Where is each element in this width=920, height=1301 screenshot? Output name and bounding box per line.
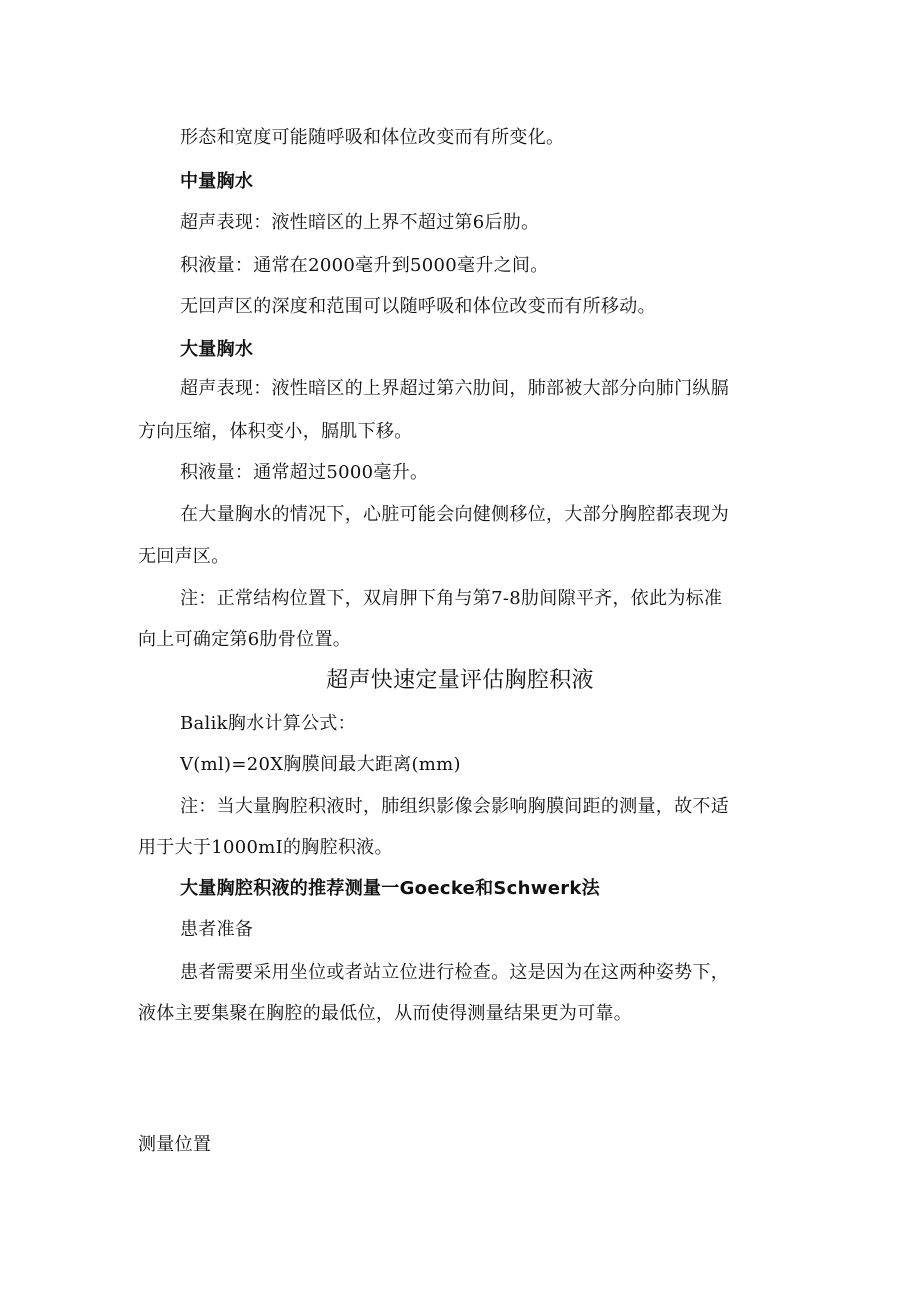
formula-line: V(ml)=20X胸膜间最大距离(mm) bbox=[180, 754, 461, 775]
paragraph-line: 注：当大量胸腔积液时，肺组织影像会影响胸膜间距的测量，故不适 bbox=[180, 796, 729, 817]
paragraph-line: 超声表现：液性暗区的上界不超过第6后肋。 bbox=[180, 212, 540, 233]
paragraph-line: Balik胸水计算公式： bbox=[180, 713, 356, 734]
paragraph-line: 向上可确定第6肋骨位置。 bbox=[138, 629, 352, 650]
paragraph-line: 在大量胸水的情况下，心脏可能会向健侧移位，大部分胸腔都表现为 bbox=[180, 504, 729, 525]
paragraph-line: 无回声区的深度和范围可以随呼吸和体位改变而有所移动。 bbox=[180, 296, 656, 317]
paragraph-line: 测量位置 bbox=[138, 1134, 212, 1155]
paragraph-line: 患者准备 bbox=[180, 919, 254, 940]
paragraph-line: 方向压缩，体积变小，膈肌下移。 bbox=[138, 421, 413, 442]
heading-large-effusion: 大量胸水 bbox=[180, 339, 254, 360]
section-title: 超声快速定量评估胸腔积液 bbox=[326, 668, 594, 693]
paragraph-line: 用于大于1000mI的胸腔积液。 bbox=[138, 837, 393, 858]
paragraph-line: 注：正常结构位置下，双肩胛下角与第7-8肋间隙平齐，依此为标准 bbox=[180, 588, 723, 609]
heading-measurement-method: 大量胸腔积液的推荐测量一Goecke和Schwerk法 bbox=[180, 878, 600, 899]
paragraph-line: 积液量：通常超过5000毫升。 bbox=[180, 462, 429, 483]
paragraph-line: 无回声区。 bbox=[138, 546, 230, 567]
paragraph-line: 形态和宽度可能随呼吸和体位改变而有所变化。 bbox=[180, 127, 565, 148]
paragraph-line: 超声表现：液性暗区的上界超过第六肋间，肺部被大部分向肺门纵膈 bbox=[180, 378, 729, 399]
heading-moderate-effusion: 中量胸水 bbox=[180, 171, 254, 192]
paragraph-line: 积液量：通常在2000毫升到5000毫升之间。 bbox=[180, 255, 549, 276]
paragraph-line: 液体主要集聚在胸腔的最低位，从而使得测量结果更为可靠。 bbox=[138, 1003, 633, 1024]
paragraph-line: 患者需要采用坐位或者站立位进行检查。这是因为在这两种姿势下， bbox=[180, 962, 729, 983]
